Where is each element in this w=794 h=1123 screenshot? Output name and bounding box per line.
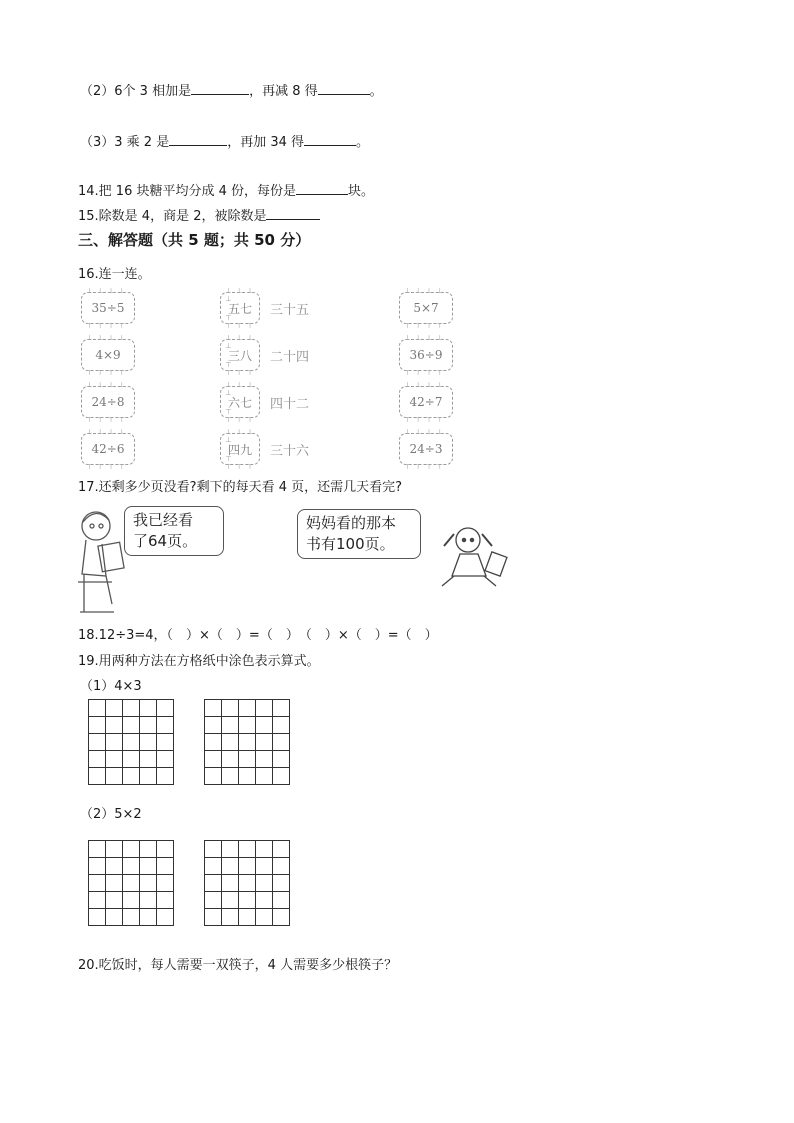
q13-sub2: （2）6个 3 相加是 ，再减 8 得 。 <box>80 84 383 99</box>
match-card-middle[interactable]: ⊥ ⊥ ⊥ ⊥ 三八 ⊥ ⊥ ⊥ ⊥ <box>220 339 260 371</box>
match-card-left[interactable]: ⊥ ⊥ ⊥ ⊥ 24÷8 ⊥ ⊥ ⊥ ⊥ <box>81 386 135 418</box>
match-card-middle[interactable]: ⊥ ⊥ ⊥ ⊥ 五七 ⊥ ⊥ ⊥ ⊥ <box>220 292 260 324</box>
match-card-right[interactable]: ⊥ ⊥ ⊥ ⊥ 24÷3 ⊥ ⊥ ⊥ ⊥ <box>399 433 453 465</box>
question-20: 20.吃饭时，每人需要一双筷子，4 人需要多少根筷子？ <box>78 958 398 973</box>
girl-illustration <box>432 520 512 592</box>
answer-blank[interactable] <box>296 182 348 195</box>
color-grid[interactable] <box>88 840 174 926</box>
boy-reading-illustration <box>72 504 132 616</box>
match-card-middle[interactable]: ⊥ ⊥ ⊥ ⊥ 四九 ⊥ ⊥ ⊥ ⊥ <box>220 433 260 465</box>
question-14: 14.把 16 块糖平均分成 4 份，每份是 块。 <box>78 184 375 199</box>
question-19-prompt: 19.用两种方法在方格纸中涂色表示算式。 <box>78 654 320 669</box>
match-card-right[interactable]: ⊥ ⊥ ⊥ ⊥ 42÷7 ⊥ ⊥ ⊥ ⊥ <box>399 386 453 418</box>
match-card-left[interactable]: ⊥ ⊥ ⊥ ⊥ 42÷6 ⊥ ⊥ ⊥ ⊥ <box>81 433 135 465</box>
answer-blank[interactable] <box>318 82 370 95</box>
color-grid[interactable] <box>204 699 290 785</box>
match-word: 三十五 <box>270 303 310 318</box>
section-title: 三、解答题（共 5 题；共 50 分） <box>78 231 311 249</box>
answer-blank[interactable] <box>266 207 320 220</box>
answer-blank[interactable] <box>169 133 227 146</box>
match-word: 二十四 <box>270 350 310 365</box>
color-grid[interactable] <box>204 840 290 926</box>
speech-bubble-boy: 我已经看 了64页。 <box>124 506 224 556</box>
q19-sub1-label: （1）4×3 <box>80 679 142 694</box>
match-word: 四十二 <box>270 397 310 412</box>
match-card-right[interactable]: ⊥ ⊥ ⊥ ⊥ 5×7 ⊥ ⊥ ⊥ ⊥ <box>399 292 453 324</box>
match-card-left[interactable]: ⊥ ⊥ ⊥ ⊥ 35÷5 ⊥ ⊥ ⊥ ⊥ <box>81 292 135 324</box>
q19-sub2-label: （2）5×2 <box>80 807 142 822</box>
color-grid[interactable] <box>88 699 174 785</box>
question-17-prompt: 17.还剩多少页没看?剩下的每天看 4 页，还需几天看完? <box>78 480 403 495</box>
answer-blank[interactable] <box>191 82 249 95</box>
match-card-middle[interactable]: ⊥ ⊥ ⊥ ⊥ 六七 ⊥ ⊥ ⊥ ⊥ <box>220 386 260 418</box>
q13-sub3: （3）3 乘 2 是 ，再加 34 得 。 <box>80 135 370 150</box>
match-card-right[interactable]: ⊥ ⊥ ⊥ ⊥ 36÷9 ⊥ ⊥ ⊥ ⊥ <box>399 339 453 371</box>
speech-bubble-girl: 妈妈看的那本 书有100页。 <box>297 509 421 559</box>
question-15: 15.除数是 4，商是 2，被除数是 <box>78 205 320 224</box>
question-16-prompt: 16.连一连。 <box>78 267 151 282</box>
match-card-left[interactable]: ⊥ ⊥ ⊥ ⊥ 4×9 ⊥ ⊥ ⊥ ⊥ <box>81 339 135 371</box>
answer-blank[interactable] <box>304 133 356 146</box>
question-18: 18.12÷3=4，（ ）×（ ）=（ ） （ ）×（ ）=（ ） <box>78 628 438 643</box>
match-word: 三十六 <box>270 444 310 459</box>
